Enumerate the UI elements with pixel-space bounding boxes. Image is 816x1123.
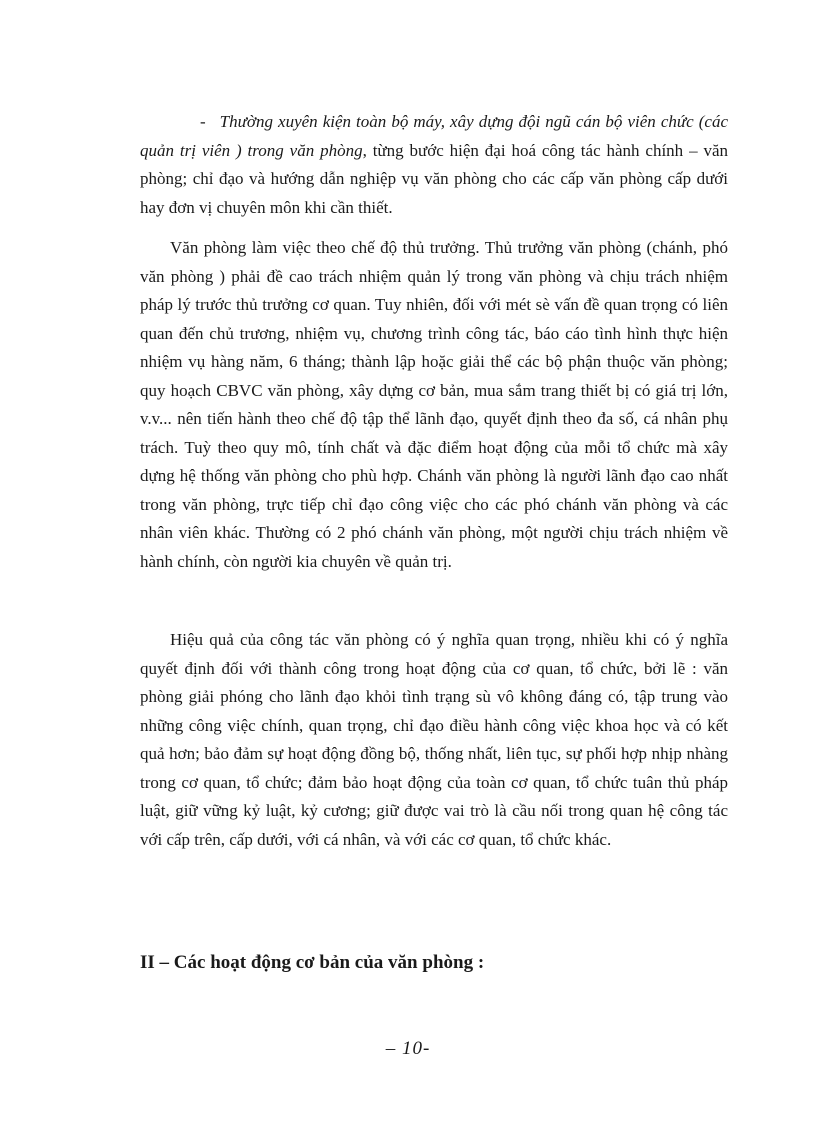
paragraph-2: Văn phòng làm việc theo chế độ thủ trưởng. Thủ trưởng văn phòng (chánh, phó văn phòng ) phải đề cao trách nhiệm quản lý trong văn phòng và chịu trách nhiệm pháp lý trước thủ trưởng cơ quan. Tuy nhiên, đối với mét sè vấn đề quan trọng có liên quan đến chủ trương, nhiệm vụ, chương trình công tác, báo cáo tình hình thực hiện nhiệm vụ hàng năm, 6 tháng; thành lập hoặc giải thể các bộ phận thuộc văn phòng; quy hoạch CBVC văn phòng, xây dựng cơ bản, mua sắm trang thiết bị có giá trị lớn, v.v... nên tiến hành theo chế độ tập thể lãnh đạo, quyết định theo đa số, cá nhân phụ trách. Tuỳ theo quy mô, tính chất và đặc điểm hoạt động của mỗi tổ chức mà xây dựng hệ thống văn phòng cho phù hợp. Chánh văn phòng là người lãnh đạo cao nhất trong văn phòng, trực tiếp chỉ đạo công việc cho các phó chánh văn phòng và các nhân viên khác. Thường có 2 phó chánh văn phòng, một người chịu trách nhiệm về hành chính, còn người kia chuyên về quản trị. [140,238,728,571]
paragraph-1-italic: Thường xuyên kiện toàn bộ máy, xây dựng đội ngũ cán bộ viên chức (các quản trị viên ) trong văn phòng [140,112,728,160]
section-heading: II – Các hoạt động cơ bản của văn phòng : [140,952,485,973]
list-dash: - [200,112,206,131]
paragraph-1-rest: , từng bước hiện đại hoá công tác hành chính – văn phòng; chỉ đạo và hướng dẫn nghiệp vụ văn phòng cho các cấp văn phòng cấp dưới hay đơn vị chuyên môn khi cần thiết. [140,140,728,217]
paragraph-1 [140,108,728,222]
page-number: – 10- [385,1038,431,1059]
paragraph-3: Hiệu quả của công tác văn phòng có ý nghĩa quan trọng, nhiều khi có ý nghĩa quyết định đối với thành công trong hoạt động của cơ quan, tổ chức, bởi lẽ : văn phòng giải phóng cho lãnh đạo khỏi tình trạng sù vô không đáng có, tập trung vào những công việc chính, quan trọng, chỉ đạo điều hành công việc khoa học và có kết quả hơn; bảo đảm sự hoạt động đồng bộ, thống nhất, liên tục, sự phối hợp nhịp nhàng trong cơ quan, tổ chức; đảm bảo hoạt động của toàn cơ quan, tổ chức tuân thủ pháp luật, giữ vững kỷ luật, kỷ cương; giữ được vai trò là cầu nối trong quan hệ công tác với cấp trên, cấp dưới, với cá nhân, và với các cơ quan, tổ chức khác. [140,630,728,849]
